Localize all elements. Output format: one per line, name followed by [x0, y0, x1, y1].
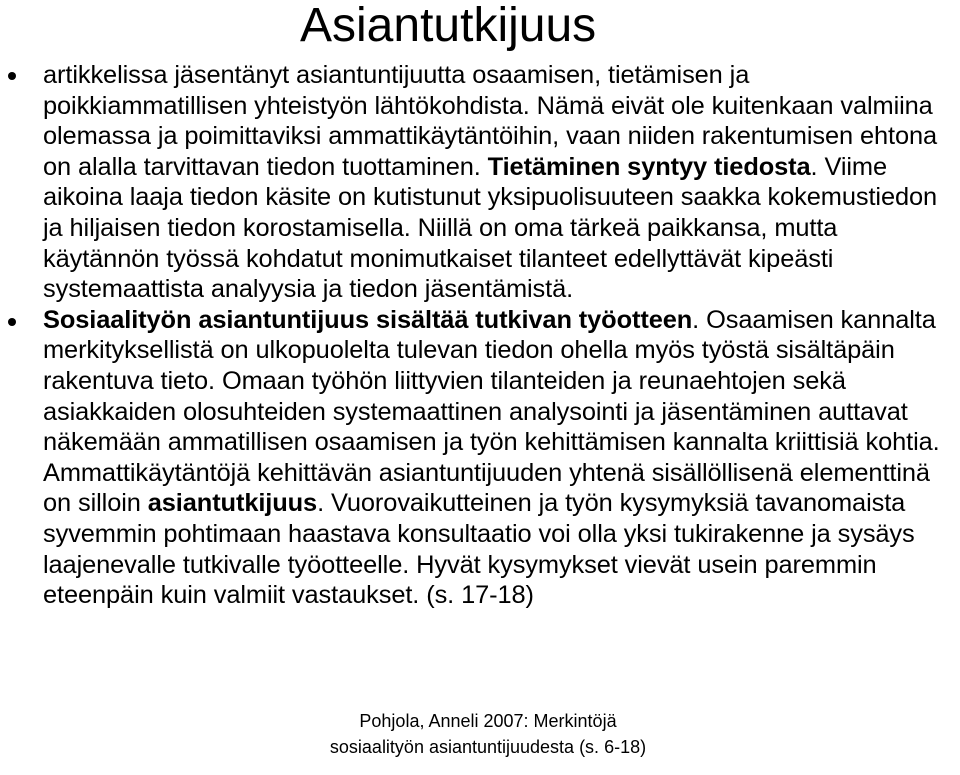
bullet-text: . Viime aikoina laaja tiedon käsite on kutistunut yksipuolisuuteen saakka kokemustiedon ja hiljaisen tiedon korostamisella. Niillä on oma tärkeä paikkansa, mutta käytännön työssä kohdatut monimutkaiset tilanteet edellyttävät kipeästi systemaattista analyysia ja tiedon jäsentämistä.	[43, 152, 938, 304]
bold-phrase-asiantutkijuus: asiantutkijuus	[147, 489, 318, 518]
bold-phrase-knowledge: Tietäminen syntyy tiedosta	[487, 152, 811, 181]
bullet-dot-icon	[8, 318, 16, 326]
bullet-text: artikkelissa jäsentänyt asiantuntijuutta osaamisen, tietämisen ja poikkiammatillisen yhteistyön lähtökohdista. Nämä eivät ole kuitenkaan valmiina olemassa ja poimittaviksi ammattikäytäntöihin, vaan niiden rakentumisen ehtona on alalla tarvittavan tiedon tuottaminen.	[43, 61, 938, 181]
bullet-text: . Osaamisen kannalta merkityksellistä on ulkopuolelta tulevan tiedon ohella myös työstä sisältäpäin rakentuva tieto. Omaan työhön liittyvien tilanteiden ja reunaehtojen sekä asiakkaiden olosuhteiden systemaattinen analysointi ja jäsentäminen auttavat näkemään ammatillisen osaamisen ja työn kehittämisen kannalta kriittisiä kohtia. Ammattikäytäntöjä kehittävän asiantuntijuuden yhtenä sisällöllisenä elementtinä on silloin	[43, 305, 940, 518]
bullet-item-knowledge	[0, 60, 960, 305]
bullet-dot-icon	[8, 72, 16, 80]
slide-title: Asiantutkijuus	[300, 0, 597, 52]
bullet-text: . Vuorovaikutteinen ja työn kysymyksiä tavanomaista syvemmin pohtimaan haastava konsultaatio voi olla yksi tukirakenne ja sysäys laajenevalle tutkivalle työotteelle. Hyvät kysymykset vievät usein paremmin eteenpäin kuin valmiit vastaukset. (s. 17-18)	[43, 489, 915, 610]
bullet-list	[0, 60, 960, 611]
source-citation: Pohjola, Anneli 2007: Merkintöjä sosiaalityön asiantuntijuudesta (s. 6-18)	[329, 711, 647, 757]
bold-phrase-expertise: Sosiaalityön asiantuntijuus sisältää tutkivan työotteen	[43, 305, 693, 334]
bullet-item-expertise	[0, 305, 960, 611]
